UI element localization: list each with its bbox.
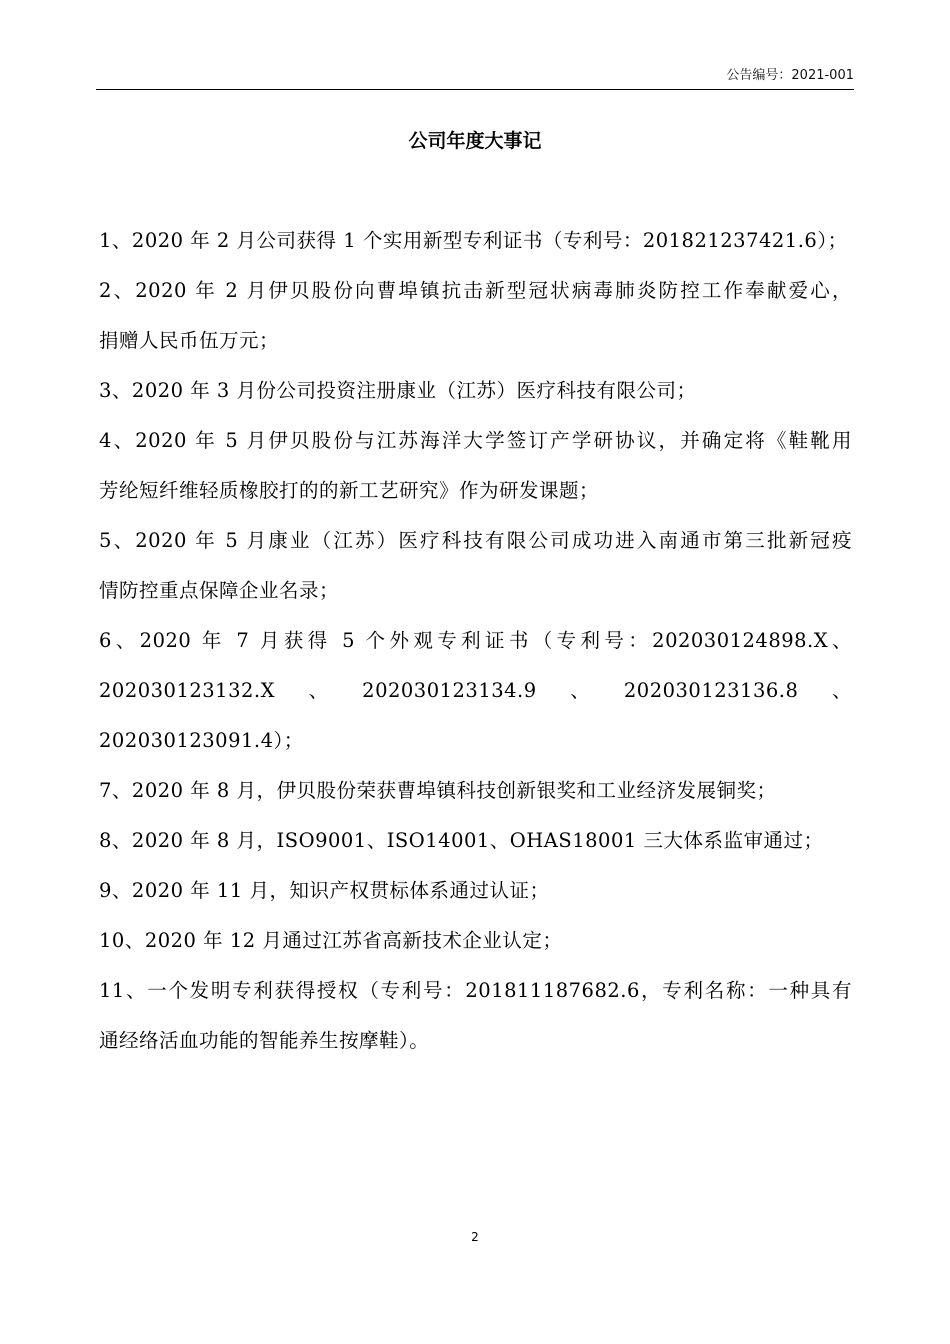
- event-item-4-continued: 芳纶短纤维轻质橡胶打的的新工艺研究》作为研发课题；: [99, 479, 600, 502]
- event-item-11-continued: 通经络活血功能的智能养生按摩鞋）。: [99, 1029, 430, 1052]
- header-divider: [96, 89, 854, 90]
- event-item-4: 4、2020 年 5 月伊贝股份与江苏海洋大学签订产学研协议，并确定将《鞋靴用: [99, 429, 852, 452]
- event-item-2-continued: 捐赠人民币伍万元；: [99, 329, 280, 352]
- event-item-6-continued: 202030123132.X、202030123134.9、202030123136.8、202030123091.4）；: [99, 679, 852, 752]
- page-number: 2: [471, 1230, 479, 1244]
- event-item-6: 6、2020 年 7 月获得 5 个外观专利证书（专利号：202030124898.X、: [99, 629, 853, 652]
- event-item-10: 10、2020 年 12 月通过江苏省高新技术企业认定；: [99, 929, 563, 952]
- event-item-5: 5、2020 年 5 月康业（江苏）医疗科技有限公司成功进入南通市第三批新冠疫: [99, 529, 852, 552]
- event-item-3: 3、2020 年 3 月份公司投资注册康业（江苏）医疗科技有限公司；: [99, 379, 697, 402]
- event-item-11: 11、一个发明专利获得授权（专利号：201811187682.6，专利名称：一种具有: [99, 979, 852, 1002]
- event-item-9: 9、2020 年 11 月，知识产权贯标体系通过认证；: [99, 879, 550, 902]
- event-list: [99, 216, 852, 1066]
- document-title: 公司年度大事记: [408, 130, 542, 152]
- announcement-code: 公告编号：2021-001: [726, 68, 854, 83]
- event-item-7: 7、2020 年 8 月，伊贝股份荣获曹埠镇科技创新银奖和工业经济发展铜奖；: [99, 779, 777, 802]
- event-item-8: 8、2020 年 8 月，ISO9001、ISO14001、OHAS18001 三大体系监审通过；: [99, 829, 824, 852]
- event-item-1: 1、2020 年 2 月公司获得 1 个实用新型专利证书（专利号：201821237421.6）；: [99, 229, 848, 252]
- event-item-2: 2、2020 年 2 月伊贝股份向曹埠镇抗击新型冠状病毒肺炎防控工作奉献爱心，: [99, 279, 852, 302]
- event-item-5-continued: 情防控重点保障企业名录；: [99, 579, 340, 602]
